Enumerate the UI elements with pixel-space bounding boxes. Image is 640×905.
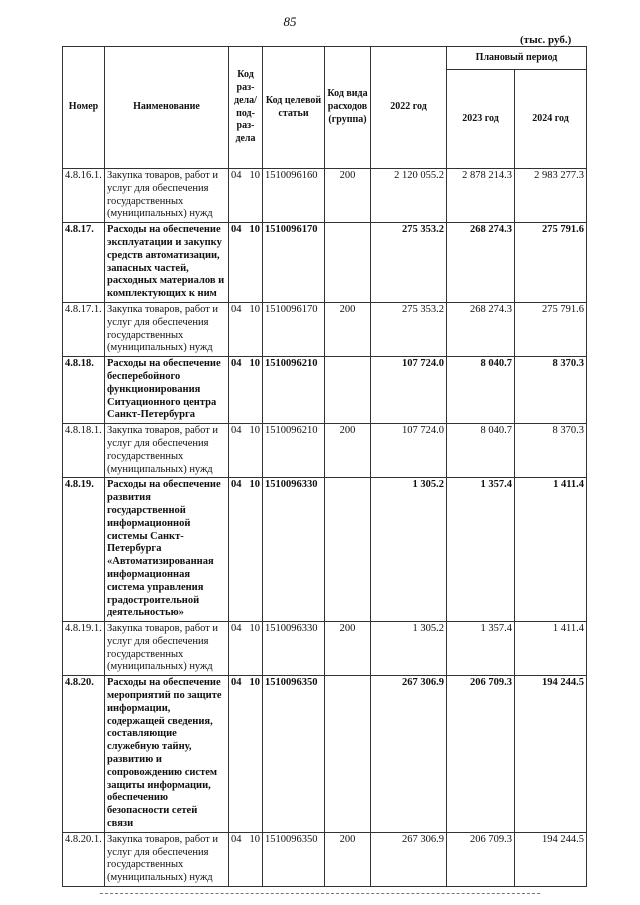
col-header-expense: Код вида расходов (группа): [325, 47, 371, 169]
table-row: [63, 832, 587, 886]
row-number: 4.8.19.1.: [63, 622, 105, 676]
row-2022: 275 353.2: [371, 223, 447, 303]
row-2022: 1 305.2: [371, 622, 447, 676]
row-2023: 206 709.3: [447, 676, 515, 833]
row-name: Закупка товаров, работ и услуг для обеспечения государственных (муниципальных) нужд: [105, 832, 229, 886]
row-section-code: 04: [231, 358, 242, 370]
row-section-code: 04: [231, 677, 242, 689]
row-2024: 1 411.4: [515, 478, 587, 622]
row-subsection-code: 10: [249, 833, 260, 845]
row-number: 4.8.18.: [63, 357, 105, 424]
table-row: [63, 302, 587, 356]
row-2022: 267 306.9: [371, 832, 447, 886]
row-target-code: 1510096330: [263, 622, 325, 676]
row-2024: 8 370.3: [515, 357, 587, 424]
row-2022: 267 306.9: [371, 676, 447, 833]
row-name: Расходы на обеспечение бесперебойного функционирования Ситуационного центра Санкт-Петербурга: [105, 357, 229, 424]
row-number: 4.8.18.1.: [63, 424, 105, 478]
row-expense-code: 200: [325, 302, 371, 356]
row-name: Закупка товаров, работ и услуг для обеспечения государственных (муниципальных) нужд: [105, 302, 229, 356]
row-expense-code: 200: [325, 424, 371, 478]
row-2024: 1 411.4: [515, 622, 587, 676]
row-subsection-code: 10: [249, 170, 260, 181]
row-expense-code: [325, 357, 371, 424]
row-2023: 206 709.3: [447, 832, 515, 886]
row-section: [229, 676, 263, 833]
row-name: Расходы на обеспечение эксплуатации и закупку средств автоматизации, запасных частей, расходных материалов и комплектующих к ним: [105, 223, 229, 303]
row-2023: 1 357.4: [447, 478, 515, 622]
units-label: (тыс. руб.): [520, 34, 572, 46]
row-section-code: 04: [231, 479, 242, 491]
row-section-code: 04: [231, 303, 242, 315]
row-target-code: 1510096170: [263, 223, 325, 303]
row-2024: 275 791.6: [515, 223, 587, 303]
row-subsection-code: 10: [249, 425, 260, 437]
row-expense-code: 200: [325, 832, 371, 886]
row-section-code: 04: [231, 425, 242, 437]
row-2023: 1 357.4: [447, 622, 515, 676]
row-2024: 2 983 277.3: [515, 169, 587, 223]
row-subsection-code: 10: [249, 358, 260, 370]
row-2024: 194 244.5: [515, 676, 587, 833]
row-2023: 268 274.3: [447, 302, 515, 356]
row-2022: 107 724.0: [371, 357, 447, 424]
table-body: [63, 169, 587, 887]
row-target-code: 1510096350: [263, 676, 325, 833]
page-bottom-line: [100, 893, 540, 894]
row-2023: 8 040.7: [447, 357, 515, 424]
row-expense-code: 200: [325, 169, 371, 223]
row-expense-code: [325, 223, 371, 303]
row-target-code: 1510096170: [263, 302, 325, 356]
row-section-code: 04: [231, 833, 242, 845]
row-number: 4.8.20.: [63, 676, 105, 833]
row-expense-code: [325, 676, 371, 833]
row-section-code: 04: [231, 224, 242, 236]
row-target-code: 1510096350: [263, 832, 325, 886]
row-2023: 268 274.3: [447, 223, 515, 303]
col-header-name: Наименование: [105, 47, 229, 169]
row-target-code: 1510096160: [263, 169, 325, 223]
col-header-2022: 2022 год: [371, 47, 447, 169]
row-target-code: 1510096210: [263, 357, 325, 424]
row-section: [229, 223, 263, 303]
row-number: 4.8.16.1.: [63, 169, 105, 223]
row-2023: 2 878 214.3: [447, 169, 515, 223]
row-subsection-code: 10: [249, 479, 260, 491]
row-section: [229, 622, 263, 676]
row-name: Закупка товаров, работ и услуг для обеспечения государственных (муниципальных) нужд: [105, 169, 229, 223]
row-2024: 194 244.5: [515, 832, 587, 886]
col-header-target: Код целевой статьи: [263, 47, 325, 169]
row-number: 4.8.20.1.: [63, 832, 105, 886]
table-row: [63, 622, 587, 676]
row-expense-code: 200: [325, 622, 371, 676]
row-section-code: 04: [231, 623, 242, 635]
row-name: Закупка товаров, работ и услуг для обеспечения государственных (муниципальных) нужд: [105, 622, 229, 676]
row-2023: 8 040.7: [447, 424, 515, 478]
row-section: [229, 424, 263, 478]
row-2022: 2 120 055.2: [371, 169, 447, 223]
table-row: [63, 676, 587, 833]
row-name: Расходы на обеспечение мероприятий по защите информации, содержащей сведения, составляющие служебную тайну, развитию и сопровождению систем защиты информации, обеспечению безопасности сетей связи: [105, 676, 229, 833]
col-header-section: Код раз-дела/ под-раз-дела: [229, 47, 263, 169]
table-row: [63, 223, 587, 303]
row-target-code: 1510096330: [263, 478, 325, 622]
col-header-number: Номер: [63, 47, 105, 169]
row-section: [229, 832, 263, 886]
page-number: 85: [283, 14, 297, 29]
col-header-2024: 2024 год: [515, 70, 587, 169]
row-subsection-code: 10: [249, 224, 260, 236]
row-number: 4.8.17.1.: [63, 302, 105, 356]
row-section-code: 04: [231, 170, 242, 181]
row-target-code: 1510096210: [263, 424, 325, 478]
table-row: [63, 357, 587, 424]
row-number: 4.8.19.: [63, 478, 105, 622]
row-2024: 275 791.6: [515, 302, 587, 356]
table-row: [63, 169, 587, 223]
row-2022: 275 353.2: [371, 302, 447, 356]
col-header-planning: Плановый период: [447, 47, 587, 70]
row-name: Закупка товаров, работ и услуг для обеспечения государственных (муниципальных) нужд: [105, 424, 229, 478]
row-number: 4.8.17.: [63, 223, 105, 303]
row-subsection-code: 10: [249, 677, 260, 689]
col-header-2023: 2023 год: [447, 70, 515, 169]
row-2022: 1 305.2: [371, 478, 447, 622]
row-2024: 8 370.3: [515, 424, 587, 478]
row-subsection-code: 10: [249, 303, 260, 315]
row-section: [229, 302, 263, 356]
row-name: Расходы на обеспечение развития государственной информационной системы Санкт-Петербурга «Автоматизированная информационная система управления градостроительной деятельностью»: [105, 478, 229, 622]
row-section: [229, 478, 263, 622]
row-section: [229, 357, 263, 424]
row-section: [229, 169, 263, 223]
row-subsection-code: 10: [249, 623, 260, 635]
table-row: [63, 424, 587, 478]
table-row: [63, 478, 587, 622]
budget-table: [62, 46, 587, 887]
row-2022: 107 724.0: [371, 424, 447, 478]
row-expense-code: [325, 478, 371, 622]
